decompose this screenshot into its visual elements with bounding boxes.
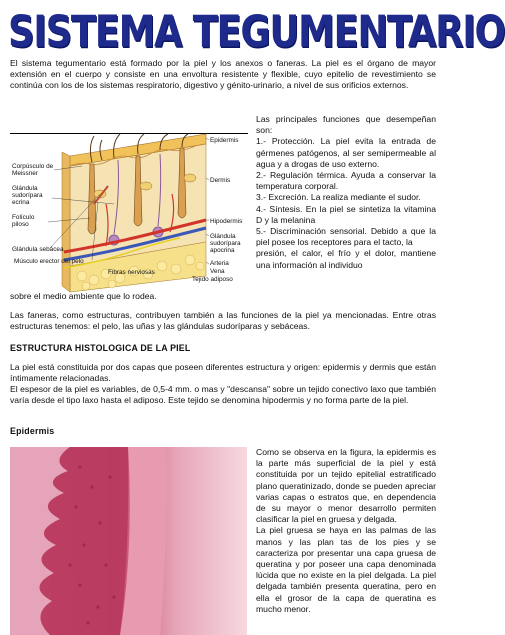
page-title: SISTEMA TEGUMENTARIO (8, 6, 505, 58)
label-apocrine-1: Glándula (210, 233, 236, 240)
label-eccrine-1: Glándula (12, 185, 38, 192)
label-adipose: Tejido adiposo (192, 276, 233, 283)
label-artery: Arteria (210, 260, 229, 267)
label-follicle-1: Folículo (12, 214, 35, 221)
function-item-5-cont: presión, el calor, el frío y el dolor, mantiene una información al individuo (256, 248, 436, 270)
histology-paragraph-1: La piel está constituida por dos capas que poseen diferentes estructura y origen: epidermis y dermis que están íntimamente relacionadas. (10, 362, 436, 384)
function-item-2: 2.- Regulación térmica. Ayuda a conservar la temperatura corporal. (256, 170, 436, 192)
label-apocrine-2: sudorípara (210, 240, 241, 247)
function-item-3: 3.- Excreción. La realiza mediante el sudor. (256, 192, 421, 203)
label-vein: Vena (210, 268, 225, 275)
epidermis-heading: Epidermis (10, 426, 55, 436)
epidermis-paragraph-2: La piel gruesa se haya en las palmas de las manos y las plan tas de los pies y se caracteriza por presentar una capa gruesa de queratina y por poseer una capa denominada lúcida que no existe en la piel delgada. La piel delgada también presenta queratina, pero en ella el grosor de la capa de queratina es mucho menor. (256, 525, 436, 614)
function-item-1: 1.- Protección. La piel evita la entrada de gérmenes patógenos, al ser semipermeable al agua y a drogas de uso externo. (256, 136, 436, 169)
label-eccrine-2: sudorípara (12, 192, 43, 199)
label-hypodermis: Hipodermis (210, 218, 243, 225)
label-meissner-1: Corpúsculo de (12, 163, 54, 170)
intro-paragraph: El sistema tegumentario está formado por la piel y los anexos o faneras. La piel es el órgano de mayor extensión en el cuerpo y consiste en una envoltura resistente y flexible, cuyo epitelio de revestimiento se continúa con los de los sistemas respiratorio, digestivo y génito-urinario, a nivel de sus orificios externos. (10, 58, 436, 91)
skin-diagram (10, 134, 248, 292)
function-item-5: 5.- Discriminación sensorial. Debido a que la piel posee los receptores para el tacto, la (256, 226, 436, 248)
label-apocrine-3: apocrina (210, 247, 235, 254)
histology-heading: ESTRUCTURA HISTOLOGICA DE LA PIEL (10, 343, 191, 353)
epidermis-text-column (256, 447, 436, 615)
label-sebaceous: Glándula sebácea (12, 246, 64, 253)
label-nerves: Fibras nerviosas (108, 269, 155, 276)
faneras-paragraph: Las faneras, como estructuras, contribuyen también a las funciones de la piel ya mencionadas. Entre otras estructuras tenemos: el pelo, las uñas y las glándulas sudoríparas y sebáceas. (10, 310, 436, 332)
functions-column (256, 114, 436, 271)
histology-paragraph-2: El espesor de la piel es variables, de 0,5-4 mm. o mas y "descansa" sobre un tejido conectivo laxo que también varía desde el tipo laxo hasta el adiposo. Este tejido se denomina hipodermis y no forma parte de la piel. (10, 384, 436, 406)
functions-lead: Las principales funciones que desempeñan son: (256, 114, 436, 136)
functions-continuation: sobre el medio ambiente que lo rodea. (10, 291, 157, 301)
label-epidermis: Epidermis (210, 137, 239, 144)
epidermis-micrograph (10, 447, 247, 635)
label-muscle: Músculo erector del pelo (14, 258, 84, 265)
epidermis-paragraph-1: Como se observa en la figura, la epidermis es la parte más superficial de la piel y está constituida por un tejido epitelial estratificado plano queratinizado, donde se pueden apreciar varias capas o estratos que, en dependencia de su mayor o menor desarrollo permiten clasificar la piel en gruesa y delgada. (256, 447, 436, 525)
label-meissner-2: Meissner (12, 170, 38, 177)
label-eccrine-3: ecrina (12, 199, 30, 206)
function-item-4: 4.- Síntesis. En la piel se sintetiza la vitamina D y la melanina (256, 203, 436, 225)
label-dermis: Dermis (210, 177, 231, 184)
label-follicle-2: piloso (12, 221, 29, 228)
